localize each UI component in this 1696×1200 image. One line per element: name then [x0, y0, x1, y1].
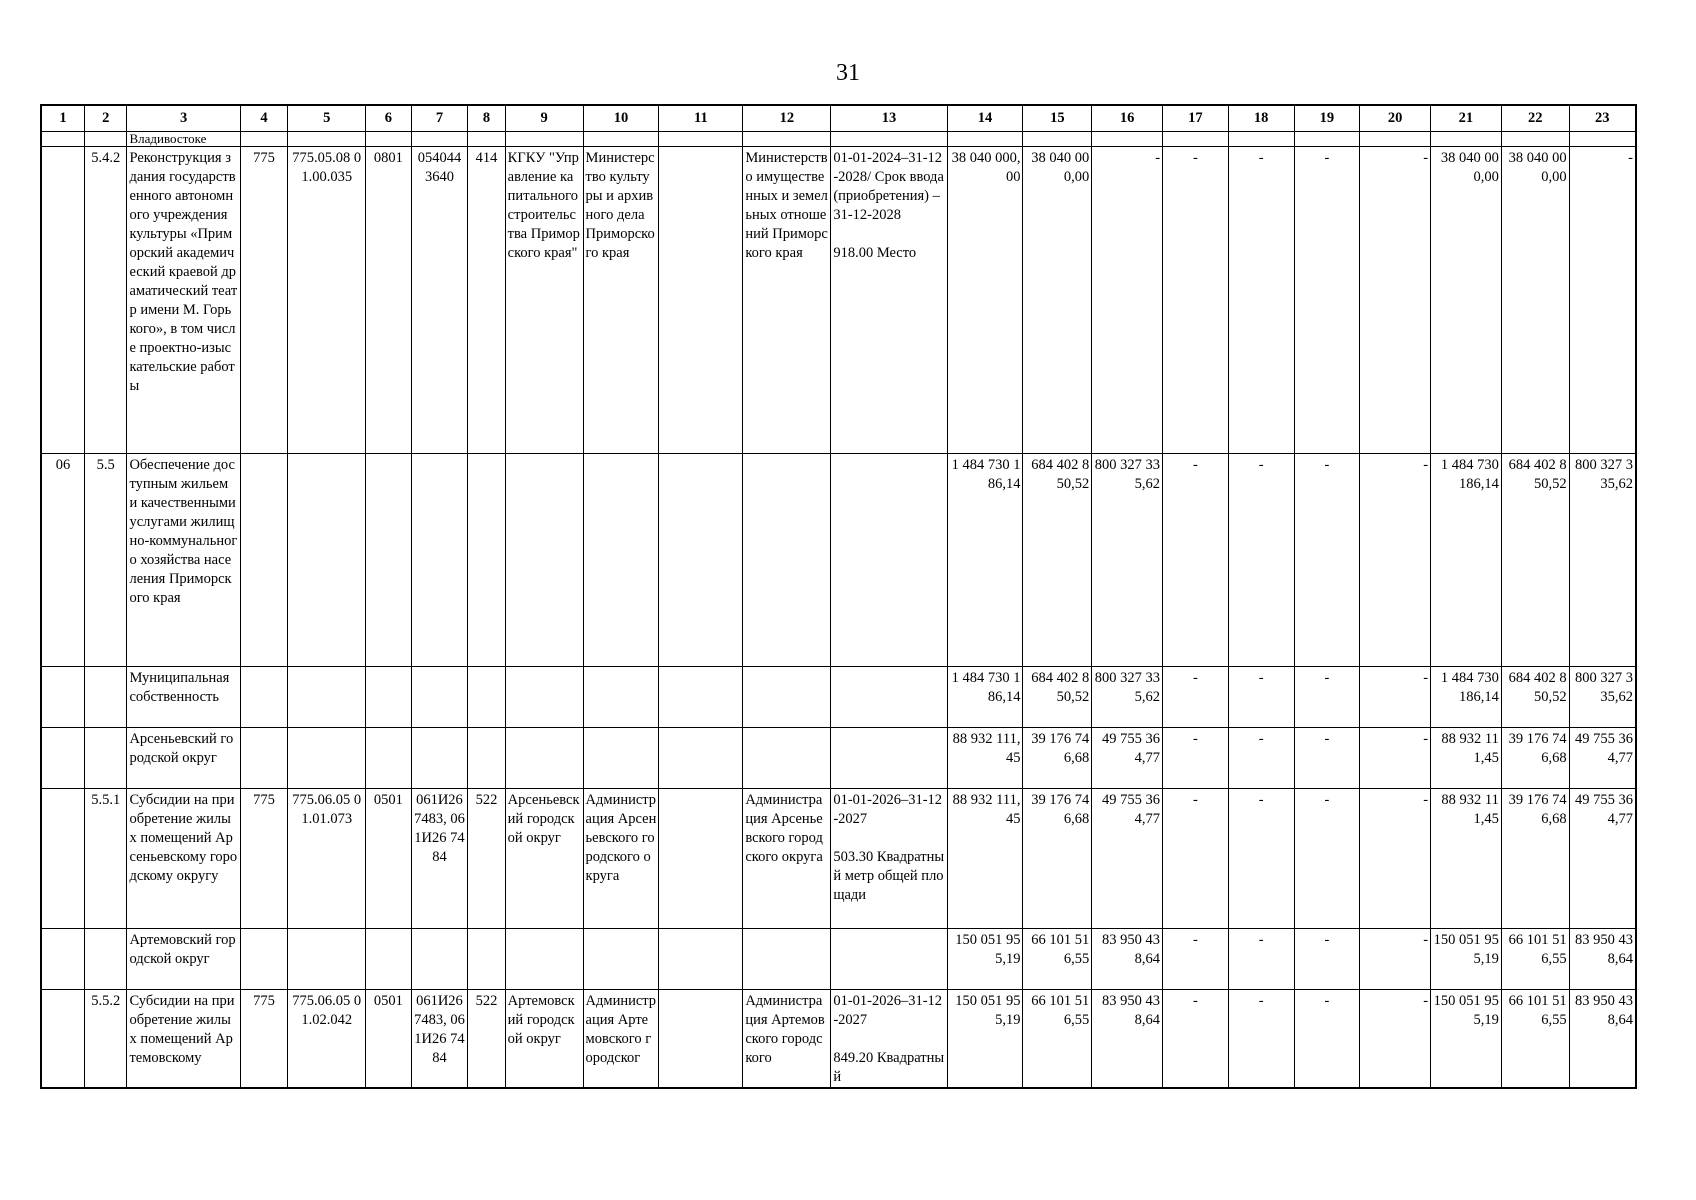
- table-cell-col-5: 775.05.08 01.00.035: [288, 147, 366, 454]
- table-cell-col-10: Министерство культуры и архивного дела Приморского края: [583, 147, 659, 454]
- table-cell-col-9: Арсеньевский городской округ: [505, 789, 583, 929]
- table-cell-col-8: 522: [468, 789, 505, 929]
- table-cell-col-10: [583, 132, 659, 147]
- table-cell-col-12: [743, 132, 831, 147]
- table-cell-col-8: 522: [468, 990, 505, 1089]
- table-row: [41, 990, 1636, 1089]
- table-cell-col-5: [288, 929, 366, 990]
- table-cell-col-12: [743, 667, 831, 728]
- column-header-2: 2: [84, 105, 126, 132]
- table-cell-col-20: -: [1360, 728, 1431, 789]
- table-cell-col-1: [41, 728, 84, 789]
- column-header-12: 12: [743, 105, 831, 132]
- table-cell-col-12: Администрация Артемовского городского: [743, 990, 831, 1089]
- table-cell-col-21: 1 484 730 186,14: [1431, 667, 1502, 728]
- table-cell-col-20: -: [1360, 147, 1431, 454]
- table-row: [41, 132, 1636, 147]
- table-cell-col-18: -: [1228, 667, 1294, 728]
- table-cell-col-21: 1 484 730 186,14: [1431, 454, 1502, 667]
- table-cell-col-18: -: [1228, 990, 1294, 1089]
- table-cell-col-19: -: [1294, 454, 1360, 667]
- table-cell-col-1: [41, 132, 84, 147]
- table-cell-col-3: Обеспечение доступным жильем и качественными услугами жилищно-коммунального хозяйства населения Приморского края: [127, 454, 240, 667]
- table-cell-col-9: [505, 728, 583, 789]
- table-cell-col-18: -: [1228, 454, 1294, 667]
- table-cell-col-5: [288, 728, 366, 789]
- table-cell-col-9: Артемовский городской округ: [505, 990, 583, 1089]
- column-header-9: 9: [505, 105, 583, 132]
- table-cell-col-3: Артемовский городской округ: [127, 929, 240, 990]
- table-cell-col-19: -: [1294, 789, 1360, 929]
- table-cell-col-4: [240, 728, 288, 789]
- table-cell-col-20: -: [1360, 667, 1431, 728]
- table-cell-col-4: [240, 454, 288, 667]
- table-cell-col-15: 66 101 516,55: [1023, 929, 1092, 990]
- table-cell-col-22: 39 176 746,68: [1501, 789, 1569, 929]
- column-header-23: 23: [1569, 105, 1636, 132]
- table-cell-col-23: 800 327 335,62: [1569, 667, 1636, 728]
- table-cell-col-17: -: [1163, 929, 1229, 990]
- table-cell-col-13: [831, 929, 947, 990]
- table-cell-col-1: 06: [41, 454, 84, 667]
- table-cell-col-14: 88 932 111,45: [947, 789, 1023, 929]
- table-cell-col-17: -: [1163, 454, 1229, 667]
- table-cell-col-4: [240, 132, 288, 147]
- table-row: [41, 667, 1636, 728]
- table-cell-col-16: 83 950 438,64: [1092, 929, 1163, 990]
- table-cell-col-6: [366, 728, 412, 789]
- table-row: [41, 929, 1636, 990]
- column-header-7: 7: [411, 105, 468, 132]
- table-cell-col-7: [411, 667, 468, 728]
- table-cell-col-15: 38 040 000,00: [1023, 147, 1092, 454]
- table-cell-col-1: [41, 667, 84, 728]
- table-cell-col-10: [583, 728, 659, 789]
- column-header-5: 5: [288, 105, 366, 132]
- table-cell-col-9: [505, 667, 583, 728]
- table-cell-col-8: [468, 667, 505, 728]
- table-cell-col-15: 39 176 746,68: [1023, 728, 1092, 789]
- column-header-15: 15: [1023, 105, 1092, 132]
- column-header-4: 4: [240, 105, 288, 132]
- table-cell-col-1: [41, 929, 84, 990]
- column-header-20: 20: [1360, 105, 1431, 132]
- column-header-10: 10: [583, 105, 659, 132]
- table-cell-col-6: 0501: [366, 990, 412, 1089]
- table-cell-col-18: -: [1228, 929, 1294, 990]
- table-cell-col-6: 0801: [366, 147, 412, 454]
- table-cell-col-16: 49 755 364,77: [1092, 728, 1163, 789]
- table-row: [41, 147, 1636, 454]
- table-cell-col-15: 39 176 746,68: [1023, 789, 1092, 929]
- table-cell-col-19: [1294, 132, 1360, 147]
- table-cell-col-2: 5.5: [84, 454, 126, 667]
- table-cell-col-3: Субсидии на приобретение жилых помещений Артемовскому: [127, 990, 240, 1089]
- table-cell-col-23: 49 755 364,77: [1569, 728, 1636, 789]
- table-cell-col-11: [659, 990, 743, 1089]
- table-cell-col-11: [659, 789, 743, 929]
- table-cell-col-2: [84, 728, 126, 789]
- header-row: [41, 105, 1636, 132]
- table-cell-col-19: -: [1294, 990, 1360, 1089]
- column-header-1: 1: [41, 105, 84, 132]
- table-cell-col-22: 38 040 000,00: [1501, 147, 1569, 454]
- table-cell-col-17: -: [1163, 147, 1229, 454]
- table-cell-col-12: [743, 728, 831, 789]
- table-cell-col-10: [583, 667, 659, 728]
- table-cell-col-18: -: [1228, 728, 1294, 789]
- table-cell-col-14: 88 932 111,45: [947, 728, 1023, 789]
- table-cell-col-16: 800 327 335,62: [1092, 667, 1163, 728]
- table-cell-col-20: -: [1360, 929, 1431, 990]
- table-cell-col-23: 800 327 335,62: [1569, 454, 1636, 667]
- table-cell-col-12: Министерство имущественных и земельных отношений Приморского края: [743, 147, 831, 454]
- table-cell-col-11: [659, 667, 743, 728]
- table-cell-col-13: 01-01-2026–31-12-2027 503.30 Квадратный метр общей площади: [831, 789, 947, 929]
- table-cell-col-15: [1023, 132, 1092, 147]
- table-cell-col-3: Реконструкция здания государственного автономного учреждения культуры «Приморский академический краевой драматический театр имени М. Горького», в том числе проектно-изыскательские работы: [127, 147, 240, 454]
- table-cell-col-7: [411, 728, 468, 789]
- table-cell-col-10: [583, 454, 659, 667]
- table-cell-col-9: [505, 132, 583, 147]
- table-cell-col-13: [831, 667, 947, 728]
- table-cell-col-8: [468, 929, 505, 990]
- table-cell-col-2: [84, 132, 126, 147]
- table-cell-col-21: 150 051 955,19: [1431, 990, 1502, 1089]
- table-cell-col-15: 66 101 516,55: [1023, 990, 1092, 1089]
- table-cell-col-9: КГКУ "Управление капитального строительства Приморского края": [505, 147, 583, 454]
- column-header-3: 3: [127, 105, 240, 132]
- table-cell-col-7: 061И26 7483, 061И26 7484: [411, 789, 468, 929]
- table-cell-col-22: 66 101 516,55: [1501, 990, 1569, 1089]
- table-cell-col-16: 800 327 335,62: [1092, 454, 1163, 667]
- table-cell-col-20: -: [1360, 789, 1431, 929]
- table-cell-col-4: 775: [240, 990, 288, 1089]
- table-cell-col-5: 775.06.05 01.01.073: [288, 789, 366, 929]
- table-cell-col-21: 88 932 111,45: [1431, 728, 1502, 789]
- table-cell-col-13: 01-01-2026–31-12-2027 849.20 Квадратный: [831, 990, 947, 1089]
- table-cell-col-22: 39 176 746,68: [1501, 728, 1569, 789]
- table-cell-col-2: 5.4.2: [84, 147, 126, 454]
- column-header-21: 21: [1431, 105, 1502, 132]
- table-cell-col-3: Субсидии на приобретение жилых помещений Арсеньевскому городскому округу: [127, 789, 240, 929]
- table-cell-col-13: [831, 132, 947, 147]
- table-cell-col-8: [468, 728, 505, 789]
- budget-table: [40, 104, 1637, 1089]
- table-cell-col-5: [288, 667, 366, 728]
- column-header-13: 13: [831, 105, 947, 132]
- table-cell-col-18: -: [1228, 147, 1294, 454]
- table-cell-col-9: [505, 929, 583, 990]
- table-cell-col-7: [411, 132, 468, 147]
- table-cell-col-13: [831, 454, 947, 667]
- table-cell-col-14: 150 051 955,19: [947, 990, 1023, 1089]
- table-cell-col-11: [659, 929, 743, 990]
- table-cell-col-22: 684 402 850,52: [1501, 667, 1569, 728]
- table-cell-col-3: Владивостоке: [127, 132, 240, 147]
- table-cell-col-5: [288, 454, 366, 667]
- table-cell-col-11: [659, 454, 743, 667]
- table-cell-col-6: [366, 454, 412, 667]
- table-cell-col-18: -: [1228, 789, 1294, 929]
- column-header-16: 16: [1092, 105, 1163, 132]
- table-cell-col-14: 150 051 955,19: [947, 929, 1023, 990]
- table-cell-col-14: 1 484 730 186,14: [947, 667, 1023, 728]
- table-cell-col-17: -: [1163, 728, 1229, 789]
- table-cell-col-3: Муниципальная собственность: [127, 667, 240, 728]
- table-cell-col-21: [1431, 132, 1502, 147]
- table-row: [41, 728, 1636, 789]
- table-cell-col-12: Администрация Арсеньевского городского округа: [743, 789, 831, 929]
- table-cell-col-2: [84, 667, 126, 728]
- table-cell-col-7: [411, 929, 468, 990]
- table-cell-col-7: [411, 454, 468, 667]
- table-cell-col-16: 49 755 364,77: [1092, 789, 1163, 929]
- table-cell-col-17: -: [1163, 990, 1229, 1089]
- table-cell-col-17: [1163, 132, 1229, 147]
- table-cell-col-14: 1 484 730 186,14: [947, 454, 1023, 667]
- table-cell-col-23: -: [1569, 147, 1636, 454]
- table-cell-col-7: 061И26 7483, 061И26 7484: [411, 990, 468, 1089]
- table-cell-col-16: [1092, 132, 1163, 147]
- table-cell-col-11: [659, 132, 743, 147]
- table-cell-col-8: 414: [468, 147, 505, 454]
- table-cell-col-15: 684 402 850,52: [1023, 667, 1092, 728]
- table-cell-col-6: 0501: [366, 789, 412, 929]
- table-cell-col-21: 150 051 955,19: [1431, 929, 1502, 990]
- table-cell-col-20: -: [1360, 454, 1431, 667]
- table-cell-col-17: -: [1163, 789, 1229, 929]
- column-header-11: 11: [659, 105, 743, 132]
- table-cell-col-6: [366, 667, 412, 728]
- table-cell-col-14: [947, 132, 1023, 147]
- column-header-17: 17: [1163, 105, 1229, 132]
- column-header-19: 19: [1294, 105, 1360, 132]
- column-header-22: 22: [1501, 105, 1569, 132]
- table-cell-col-6: [366, 132, 412, 147]
- table-cell-col-8: [468, 454, 505, 667]
- column-header-6: 6: [366, 105, 412, 132]
- table-cell-col-2: [84, 929, 126, 990]
- table-cell-col-18: [1228, 132, 1294, 147]
- table-cell-col-5: [288, 132, 366, 147]
- table-cell-col-20: -: [1360, 990, 1431, 1089]
- table-cell-col-12: [743, 929, 831, 990]
- table-cell-col-5: 775.06.05 01.02.042: [288, 990, 366, 1089]
- table-cell-col-6: [366, 929, 412, 990]
- table-cell-col-10: Администрация Арсеньевского городского округа: [583, 789, 659, 929]
- table-cell-col-19: -: [1294, 147, 1360, 454]
- table-cell-col-23: 83 950 438,64: [1569, 990, 1636, 1089]
- table-cell-col-11: [659, 147, 743, 454]
- table-cell-col-4: 775: [240, 147, 288, 454]
- table-cell-col-19: -: [1294, 728, 1360, 789]
- table-cell-col-12: [743, 454, 831, 667]
- table-cell-col-16: -: [1092, 147, 1163, 454]
- column-header-18: 18: [1228, 105, 1294, 132]
- table-cell-col-11: [659, 728, 743, 789]
- column-header-14: 14: [947, 105, 1023, 132]
- page-number: 31: [836, 60, 860, 86]
- table-cell-col-23: 83 950 438,64: [1569, 929, 1636, 990]
- table-cell-col-1: [41, 789, 84, 929]
- table-cell-col-14: 38 040 000,00: [947, 147, 1023, 454]
- table-cell-col-4: 775: [240, 789, 288, 929]
- table-cell-col-2: 5.5.2: [84, 990, 126, 1089]
- table-cell-col-22: [1501, 132, 1569, 147]
- table-row: [41, 789, 1636, 929]
- table-cell-col-13: 01-01-2024–31-12-2028/ Срок ввода (приобретения) – 31-12-2028 918.00 Место: [831, 147, 947, 454]
- table-cell-col-15: 684 402 850,52: [1023, 454, 1092, 667]
- table-cell-col-20: [1360, 132, 1431, 147]
- table-cell-col-22: 66 101 516,55: [1501, 929, 1569, 990]
- table-cell-col-23: [1569, 132, 1636, 147]
- table-cell-col-23: 49 755 364,77: [1569, 789, 1636, 929]
- column-header-8: 8: [468, 105, 505, 132]
- table-cell-col-10: [583, 929, 659, 990]
- table-cell-col-21: 88 932 111,45: [1431, 789, 1502, 929]
- table-cell-col-7: 054044 3640: [411, 147, 468, 454]
- table-cell-col-10: Администрация Артемовского городског: [583, 990, 659, 1089]
- table-cell-col-1: [41, 147, 84, 454]
- table-cell-col-3: Арсеньевский городской округ: [127, 728, 240, 789]
- table-row: [41, 454, 1636, 667]
- table-cell-col-19: -: [1294, 667, 1360, 728]
- table-cell-col-21: 38 040 000,00: [1431, 147, 1502, 454]
- table-cell-col-4: [240, 929, 288, 990]
- table-cell-col-1: [41, 990, 84, 1089]
- table-cell-col-19: -: [1294, 929, 1360, 990]
- table-cell-col-17: -: [1163, 667, 1229, 728]
- table-cell-col-22: 684 402 850,52: [1501, 454, 1569, 667]
- table-cell-col-8: [468, 132, 505, 147]
- table-cell-col-4: [240, 667, 288, 728]
- table-cell-col-13: [831, 728, 947, 789]
- table-cell-col-2: 5.5.1: [84, 789, 126, 929]
- table-cell-col-9: [505, 454, 583, 667]
- table-cell-col-16: 83 950 438,64: [1092, 990, 1163, 1089]
